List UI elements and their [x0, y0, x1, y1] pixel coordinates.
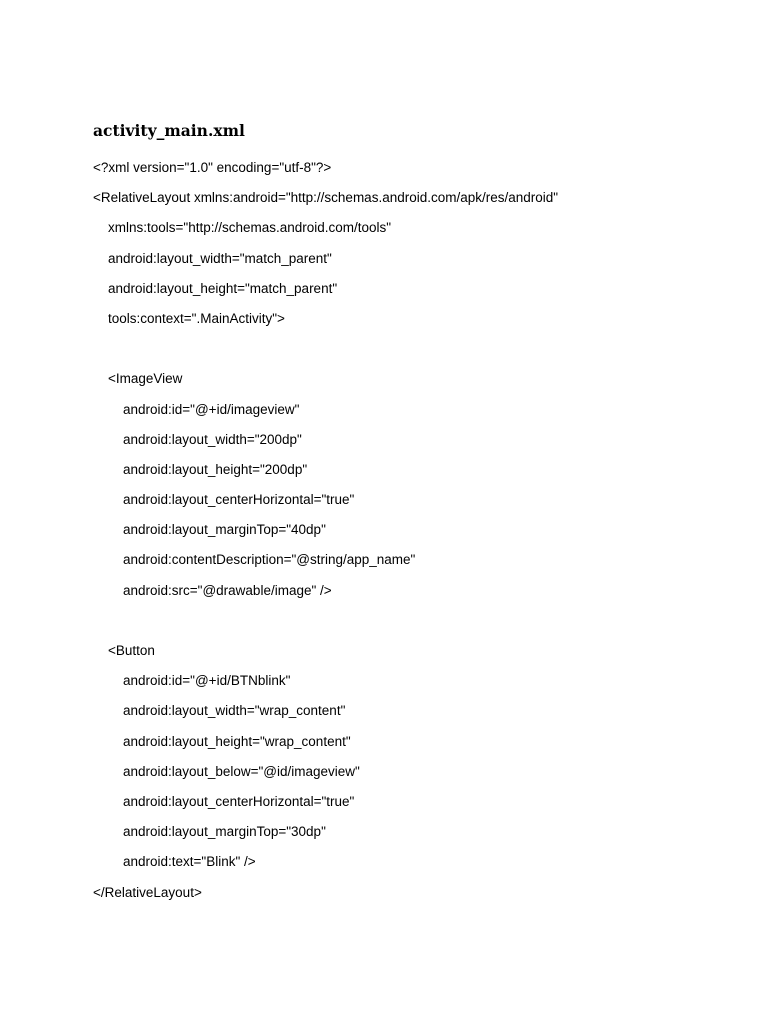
document-title: activity_main.xml [93, 121, 245, 140]
code-line: android:contentDescription="@string/app_name" [93, 552, 416, 568]
code-line: android:layout_marginTop="40dp" [93, 522, 326, 538]
code-line: android:layout_width="200dp" [93, 431, 302, 447]
code-line: android:layout_width="wrap_content" [93, 703, 346, 719]
code-line: android:text="Blink" /> [93, 854, 256, 870]
code-line: android:layout_height="200dp" [93, 461, 308, 477]
code-line: <RelativeLayout xmlns:android="http://schemas.android.com/apk/res/android" [93, 190, 559, 206]
code-line: <Button [93, 643, 155, 658]
code-line: android:id="@+id/BTNblink" [93, 673, 291, 689]
code-line: </RelativeLayout> [93, 884, 202, 900]
code-line: android:layout_centerHorizontal="true" [93, 793, 355, 809]
code-line: android:src="@drawable/image" /> [93, 582, 332, 598]
code-line: android:layout_height="wrap_content" [93, 733, 351, 749]
code-line: android:layout_below="@id/imageview" [93, 763, 360, 779]
code-line: <?xml version="1.0" encoding="utf-8"?> [93, 160, 332, 175]
code-line: android:layout_width="match_parent" [93, 250, 332, 266]
code-line: android:id="@+id/imageview" [93, 401, 300, 417]
code-block [93, 156, 733, 911]
code-line: android:layout_marginTop="30dp" [93, 824, 326, 840]
code-line: xmlns:tools="http://schemas.android.com/tools" [93, 220, 392, 236]
code-line: tools:context=".MainActivity"> [93, 310, 285, 326]
code-line: android:layout_centerHorizontal="true" [93, 492, 355, 508]
code-line: <ImageView [93, 371, 183, 387]
code-line: android:layout_height="match_parent" [93, 280, 338, 296]
blank-line [93, 337, 733, 367]
blank-line [93, 609, 733, 639]
